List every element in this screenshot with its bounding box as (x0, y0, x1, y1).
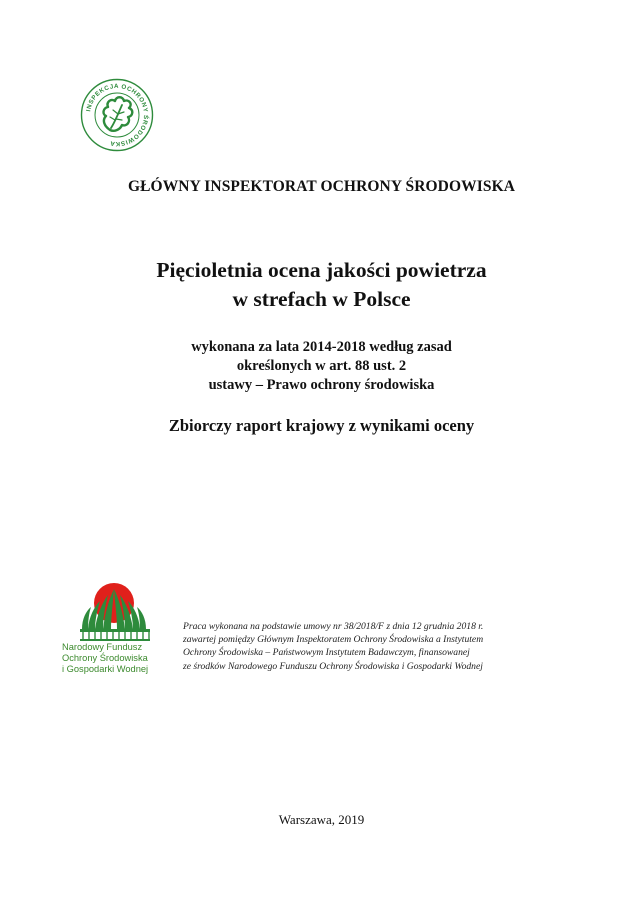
fund-name-line: Narodowy Fundusz (62, 642, 143, 652)
document-title-line-1: Pięcioletnia ocena jakości powietrza (156, 258, 487, 282)
report-type: Zbiorczy raport krajowy z wynikami oceny (168, 416, 475, 435)
fund-name-line: Ochrony Środowiska (62, 653, 148, 663)
funding-note-line: Praca wykonana na podstawie umowy nr 38/2018/F z dnia 12 grudnia 2018 r. (183, 621, 484, 632)
subtitle-line-1: wykonana za lata 2014-2018 według zasad (191, 339, 452, 355)
funding-note-line: Ochrony Środowiska – Państwowym Instytutem Badawczym, finansowanej (183, 647, 470, 659)
funding-note (183, 620, 603, 673)
agency-name: GŁÓWNY INSPEKTORAT OCHRONY ŚRODOWISKA (127, 178, 516, 195)
place-date: Warszawa, 2019 (278, 812, 365, 827)
fund-name-line: i Gospodarki Wodnej (62, 664, 149, 674)
tree-sun-icon (74, 581, 156, 641)
funding-note-line: ze środków Narodowego Funduszu Ochrony Środowiska i Gospodarki Wodnej (183, 660, 483, 672)
funding-note-line: zawartej pomiędzy Głównym Inspektoratem Ochrony Środowiska a Instytutem (183, 634, 484, 646)
fund-name (62, 642, 158, 675)
logo-ring-text: INSPEKCJA OCHRONY ŚRODOWISKA (85, 82, 150, 148)
subtitle-line-2: określonych w art. 88 ust. 2 (236, 358, 407, 374)
oak-leaf-seal-icon (80, 78, 154, 152)
document-title-line-2: w strefach w Polsce (232, 287, 411, 311)
subtitle-line-3: ustawy – Prawo ochrony środowiska (208, 377, 435, 393)
